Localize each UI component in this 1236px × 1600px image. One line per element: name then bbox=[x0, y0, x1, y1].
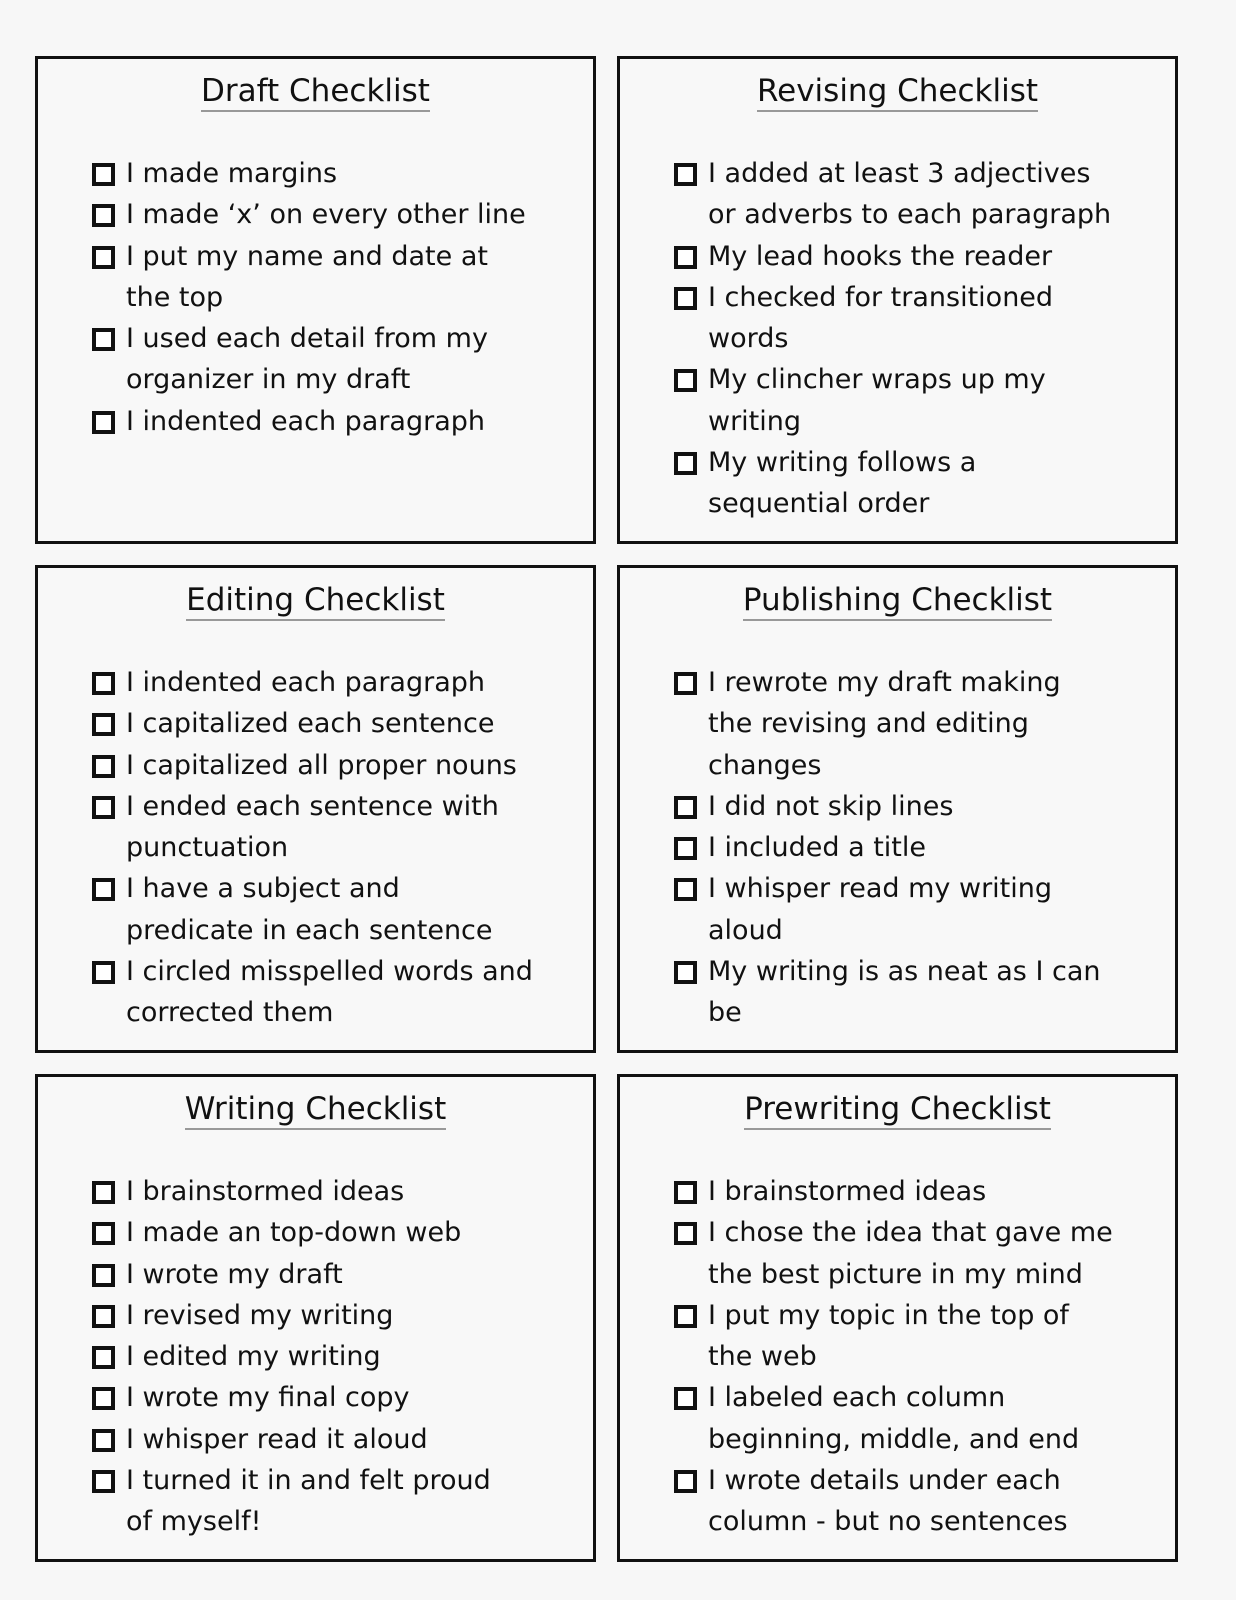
checklist-item-text: sequential order bbox=[708, 488, 930, 520]
checkbox-icon[interactable] bbox=[92, 1264, 115, 1287]
checklist-item bbox=[92, 1377, 583, 1418]
checklist-title-text: Prewriting Checklist bbox=[744, 1091, 1051, 1130]
checklist-items bbox=[92, 1171, 583, 1543]
checkbox-icon[interactable] bbox=[674, 163, 697, 186]
checklist-item bbox=[92, 786, 583, 869]
checklist-item bbox=[92, 1460, 583, 1543]
checklist-item bbox=[92, 236, 583, 319]
checkbox-icon[interactable] bbox=[674, 961, 697, 984]
checklist-item bbox=[92, 153, 583, 194]
checklist-item bbox=[92, 1254, 583, 1295]
checkbox-icon[interactable] bbox=[674, 796, 697, 819]
checkbox-icon[interactable] bbox=[674, 1387, 697, 1410]
checkbox-icon[interactable] bbox=[92, 411, 115, 434]
checklist-item-text: I made ‘x’ on every other line bbox=[126, 199, 526, 231]
checklist-item-text: the web bbox=[708, 1341, 817, 1373]
checkbox-icon[interactable] bbox=[92, 163, 115, 186]
checklist-item-text: I edited my writing bbox=[126, 1341, 381, 1373]
checkbox-icon[interactable] bbox=[92, 1387, 115, 1410]
checklist-title-text: Revising Checklist bbox=[757, 73, 1038, 112]
checklist-title bbox=[38, 582, 593, 618]
checklist-item bbox=[674, 359, 1165, 442]
checkbox-icon[interactable] bbox=[92, 961, 115, 984]
checklist-item-text: I whisper read it aloud bbox=[126, 1423, 428, 1455]
checkbox-icon[interactable] bbox=[92, 878, 115, 901]
checklist-item bbox=[92, 1419, 583, 1460]
checklist-items bbox=[92, 662, 583, 1034]
checklist-title bbox=[620, 582, 1175, 618]
checklist-item bbox=[92, 868, 583, 951]
checklist-items bbox=[674, 1171, 1165, 1543]
checklist-item-text: I added at least 3 adjectives bbox=[708, 158, 1091, 189]
checklist-item-text: I wrote details under each bbox=[708, 1465, 1061, 1497]
checklist-item bbox=[674, 951, 1165, 1034]
checkbox-icon[interactable] bbox=[92, 1429, 115, 1452]
checklist-box-writing-checklist bbox=[35, 1074, 596, 1562]
checklist-item bbox=[674, 236, 1165, 277]
checklist-title-text: Editing Checklist bbox=[186, 582, 445, 621]
checklist-item bbox=[92, 703, 583, 744]
checklist-box-editing-checklist bbox=[35, 565, 596, 1053]
checklist-item-text: I capitalized each sentence bbox=[126, 708, 495, 740]
checklist-item-text: I have a subject and bbox=[126, 873, 400, 905]
checklist-item bbox=[674, 868, 1165, 951]
checklist-item-text: My writing is as neat as I can bbox=[708, 956, 1101, 988]
checklist-title-text: Publishing Checklist bbox=[743, 582, 1052, 621]
checklist-item bbox=[674, 153, 1165, 236]
checklist-item-text: I put my name and date at bbox=[126, 240, 488, 272]
checklist-item bbox=[674, 1377, 1165, 1460]
checklist-item-text: writing bbox=[708, 405, 802, 437]
checklist-title bbox=[620, 1091, 1175, 1127]
checklist-item-text: I capitalized all proper nouns bbox=[126, 749, 517, 781]
checklist-item-text: of myself! bbox=[126, 1506, 262, 1538]
checklist-item-text: I checked for transitioned bbox=[708, 281, 1054, 313]
checkbox-icon[interactable] bbox=[92, 1305, 115, 1328]
checkbox-icon[interactable] bbox=[92, 1470, 115, 1493]
checklist-item bbox=[674, 662, 1165, 786]
checkbox-icon[interactable] bbox=[92, 672, 115, 695]
checklist-item-text: organizer in my draft bbox=[126, 364, 411, 396]
checklist-item-text: aloud bbox=[708, 914, 783, 946]
checklist-items bbox=[674, 153, 1165, 525]
checklist-item-text: I made an top-down web bbox=[126, 1217, 462, 1249]
checklist-item bbox=[674, 786, 1165, 827]
checkbox-icon[interactable] bbox=[92, 713, 115, 736]
checklist-item-text: beginning, middle, and end bbox=[708, 1423, 1080, 1455]
checklist-item-text: I used each detail from my bbox=[126, 323, 488, 355]
checklist-item bbox=[674, 1460, 1165, 1543]
checklist-item-text: I indented each paragraph bbox=[126, 667, 486, 698]
checklist-box-revising-checklist bbox=[617, 56, 1178, 544]
checklist-item-text: the best picture in my mind bbox=[708, 1258, 1083, 1290]
checkbox-icon[interactable] bbox=[674, 837, 697, 860]
checklist-item-text: My writing follows a bbox=[708, 447, 977, 479]
checklist-item-text: words bbox=[708, 323, 789, 355]
checklist-item-text: My clincher wraps up my bbox=[708, 364, 1046, 396]
checklist-item bbox=[92, 1212, 583, 1253]
checklist-item bbox=[92, 745, 583, 786]
checklist-item-text: I ended each sentence with bbox=[126, 790, 499, 822]
checklist-item-text: column - but no sentences bbox=[708, 1506, 1068, 1538]
checkbox-icon[interactable] bbox=[92, 246, 115, 269]
checklist-item-text: I chose the idea that gave me bbox=[708, 1217, 1113, 1249]
checkbox-icon[interactable] bbox=[92, 204, 115, 227]
checklist-title bbox=[620, 73, 1175, 109]
checkbox-icon[interactable] bbox=[674, 369, 697, 392]
checklist-item bbox=[674, 277, 1165, 360]
checklist-item-text: I did not skip lines bbox=[708, 790, 954, 822]
checklist-item-text: or adverbs to each paragraph bbox=[708, 199, 1112, 231]
checklist-item-text: I brainstormed ideas bbox=[708, 1176, 987, 1207]
checklist-item-text: corrected them bbox=[126, 997, 334, 1029]
checklist-box-publishing-checklist bbox=[617, 565, 1178, 1053]
checklist-item-text: I brainstormed ideas bbox=[126, 1176, 405, 1207]
checklist-item-text: I wrote my draft bbox=[126, 1258, 343, 1290]
checkbox-icon[interactable] bbox=[92, 1346, 115, 1369]
checklist-item bbox=[674, 1295, 1165, 1378]
checklist-item-text: I made margins bbox=[126, 158, 338, 189]
checklist-item-text: My lead hooks the reader bbox=[708, 240, 1053, 272]
checklist-items bbox=[674, 662, 1165, 1034]
checklist-item bbox=[674, 827, 1165, 868]
checklist-item bbox=[92, 1171, 583, 1212]
checkbox-icon[interactable] bbox=[674, 1222, 697, 1245]
checklist-item bbox=[674, 1212, 1165, 1295]
checkbox-icon[interactable] bbox=[92, 755, 115, 778]
checkbox-icon[interactable] bbox=[674, 452, 697, 475]
checklist-item-text: I put my topic in the top of bbox=[708, 1299, 1069, 1331]
checkbox-icon[interactable] bbox=[674, 878, 697, 901]
checkbox-icon[interactable] bbox=[674, 1181, 697, 1204]
checklist-item-text: I rewrote my draft making bbox=[708, 667, 1061, 698]
checklist-box-draft-checklist bbox=[35, 56, 596, 544]
checklist-item bbox=[674, 1171, 1165, 1212]
checkbox-icon[interactable] bbox=[92, 328, 115, 351]
checklist-item-text: the top bbox=[126, 281, 224, 313]
checklist-item bbox=[92, 318, 583, 401]
checkbox-icon[interactable] bbox=[92, 1181, 115, 1204]
checklist-items bbox=[92, 153, 583, 442]
checklist-item-text: be bbox=[708, 997, 742, 1029]
checkbox-icon[interactable] bbox=[674, 1305, 697, 1328]
checklist-title bbox=[38, 1091, 593, 1127]
checklist-box-prewriting-checklist bbox=[617, 1074, 1178, 1562]
checklist-item-text: I labeled each column bbox=[708, 1382, 1006, 1414]
checklist-title-text: Writing Checklist bbox=[185, 1091, 446, 1130]
checklist-item-text: I indented each paragraph bbox=[126, 405, 486, 437]
checklist-item-text: I revised my writing bbox=[126, 1299, 394, 1331]
checklist-title bbox=[38, 73, 593, 109]
checkbox-icon[interactable] bbox=[674, 672, 697, 695]
checklist-item-text: changes bbox=[708, 749, 822, 781]
checklist-item bbox=[92, 1336, 583, 1377]
checkbox-icon[interactable] bbox=[674, 1470, 697, 1493]
checklist-title-text: Draft Checklist bbox=[201, 73, 430, 112]
checklist-item bbox=[92, 662, 583, 703]
checklist-item-text: I whisper read my writing bbox=[708, 873, 1053, 905]
checklist-item bbox=[92, 194, 583, 235]
checklist-item-text: punctuation bbox=[126, 832, 289, 864]
checklist-item-text: I circled misspelled words and bbox=[126, 956, 533, 988]
checkbox-icon[interactable] bbox=[92, 1222, 115, 1245]
checkbox-icon[interactable] bbox=[674, 246, 697, 269]
checklist-item-text: I wrote my final copy bbox=[126, 1382, 410, 1414]
checklist-item bbox=[674, 442, 1165, 525]
checklist-item-text: I included a title bbox=[708, 832, 927, 864]
checkbox-icon[interactable] bbox=[674, 287, 697, 310]
checklist-item-text: I turned it in and felt proud bbox=[126, 1465, 491, 1497]
checklist-item-text: predicate in each sentence bbox=[126, 914, 493, 946]
checkbox-icon[interactable] bbox=[92, 796, 115, 819]
checklist-item bbox=[92, 951, 583, 1034]
checklist-item bbox=[92, 1295, 583, 1336]
checklist-item-text: the revising and editing bbox=[708, 708, 1029, 740]
checklist-item bbox=[92, 401, 583, 442]
